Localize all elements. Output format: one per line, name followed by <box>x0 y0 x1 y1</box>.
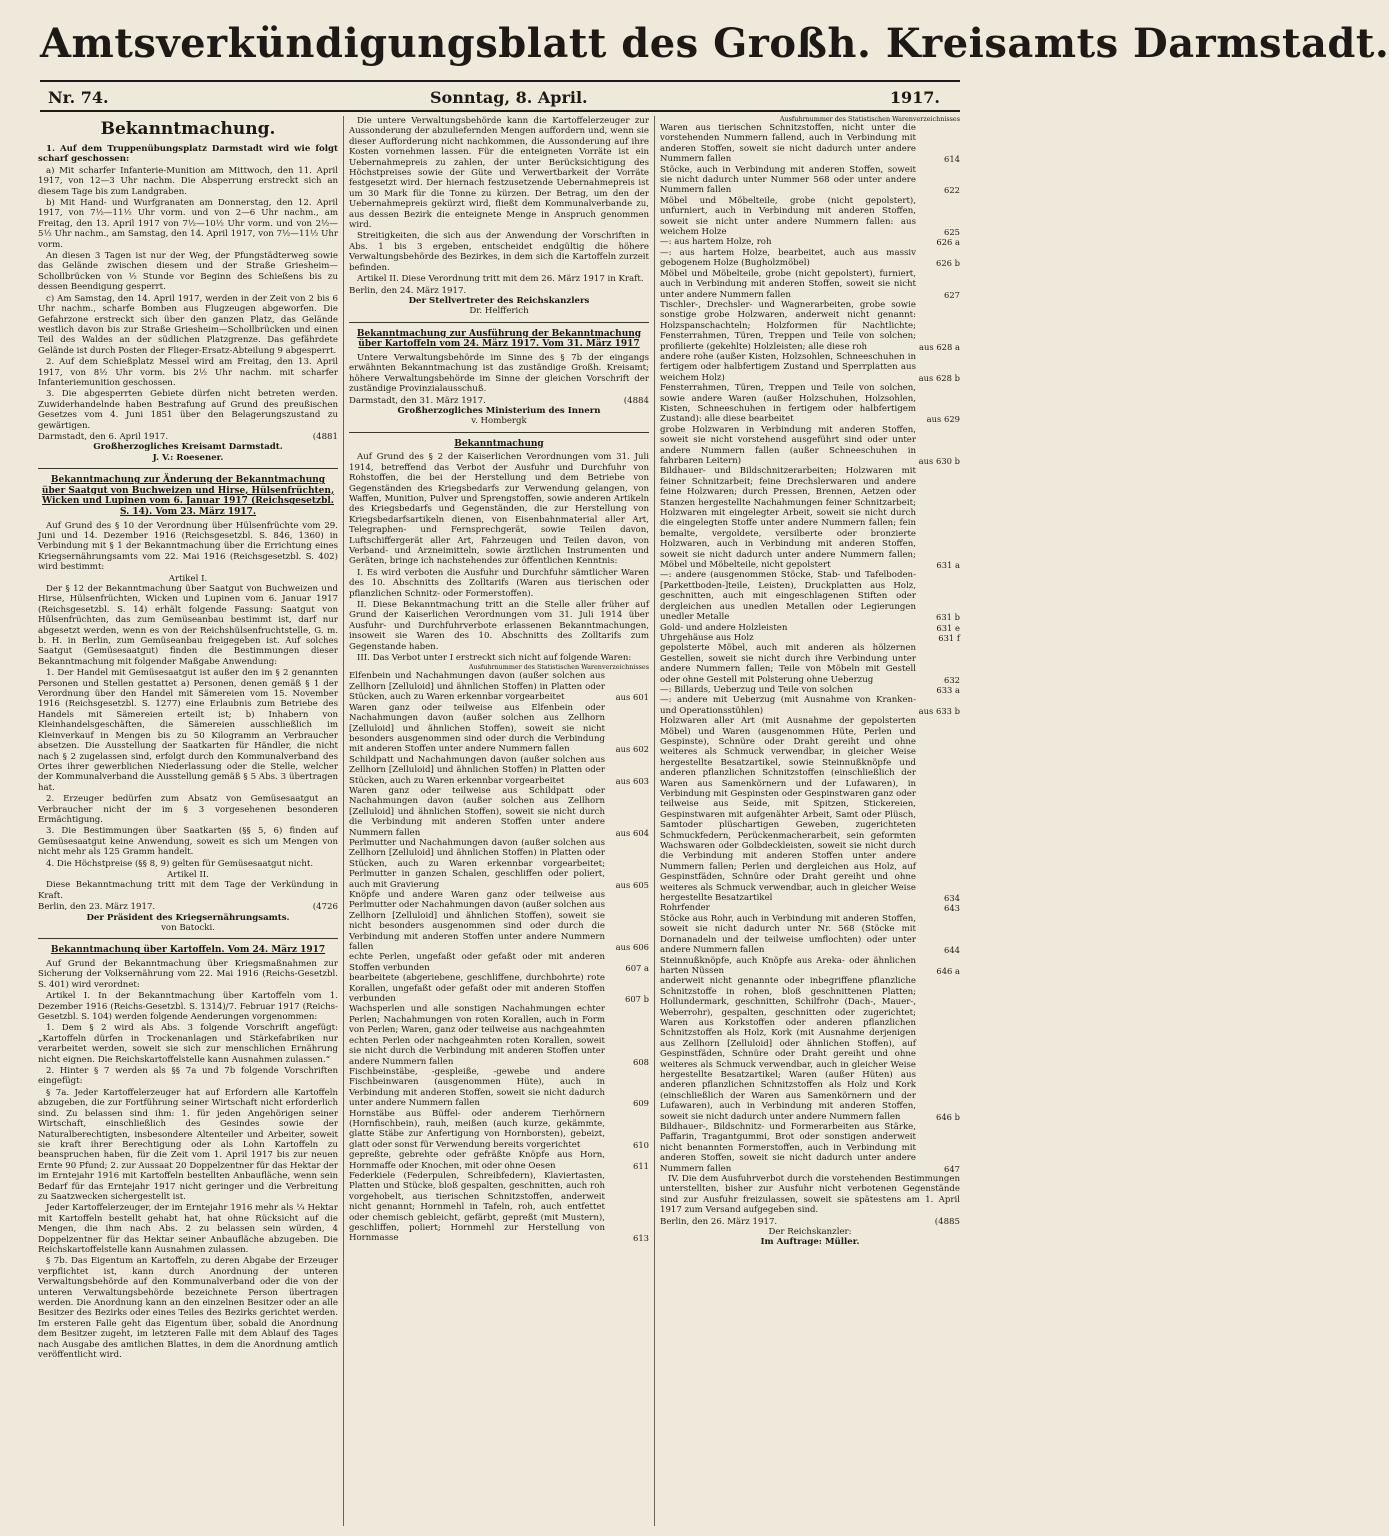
goods-item <box>660 466 960 570</box>
paragraph: 1. Auf dem Truppenübungsplatz Darmstadt wird wie folgt scharf geschossen: <box>38 144 338 165</box>
export-number: 634 <box>944 893 960 904</box>
reference-number: (4881 <box>312 431 338 442</box>
goods-description: bearbeitete (abgeriebene, geschliffene, durchbohrte) rote Korallen, ungefaßt oder gefaßt oder mit anderen Stoffen verbunden <box>349 973 605 1005</box>
goods-description: gepreßte, gebrehte oder gefräßte Knöpfe aus Horn, Hornmaffe oder Knochen, mit oder ohne Oesen <box>349 1150 605 1171</box>
export-number: 631 e <box>936 622 960 633</box>
section-heading: Bekanntmachung über Kartoffeln. Vom 24. März 1917 <box>50 945 326 956</box>
paragraph: IV. Die dem Ausfuhrverbot durch die vorstehenden Bestimmungen unterstellten, bisher zur Ausfuhr nicht verbotenen Gegenstände sind zur Ausfuhr freizulassen, soweit sie spätestens am 1. April 1917 zum Versand aufgegeben sind. <box>660 1174 960 1216</box>
export-number: aus 606 <box>615 942 649 953</box>
masthead: Amtsverkündigungsblatt des Großh. Kreisamts Darmstadt. <box>40 20 1389 67</box>
divider <box>349 432 649 433</box>
goods-description: Waren ganz oder teilweise aus Elfenbein oder Nachahmungen davon (außer solchen aus Zellhorn [Zelluloid] und ähnlichen Stoffen), soweit sie nicht besonders ausgenommen sind oder durch die Verbindung mit anderen Stoffen unter andere Nummern fallen <box>349 702 605 755</box>
number-column-header: Ausfuhrnummer des Statistischen Warenverzeichnisses <box>779 115 960 123</box>
paragraph: § 7b. Das Eigentum an Kartoffeln, zu deren Abgabe der Erzeuger verpflichtet ist, kann durch Anordnung der unteren Verwaltungsbehörde auf den Kommunalverband oder die von der unteren Verwaltungsbehörde bezeichnete Person übertragen werden. Die Anordnung kann an den einzelnen Besitzer oder an alle Besitzer des Bezirks oder eines Teiles des Bezirks gerichtet werden. Im ersteren Falle geht das Eigentum über, sobald die Anordnung dem Besitzer zugeht, im letzteren Falle mit dem Ablauf des Tages nach Ausgabe des amtlichen Blattes, in dem die Anordnung amtlich veröffentlicht wird. <box>38 1256 338 1361</box>
number-column-header: Ausfuhrnummer des Statistischen Warenverzeichnisses <box>468 663 649 672</box>
goods-item <box>660 237 960 247</box>
goods-list <box>349 671 649 1243</box>
dateline <box>660 1217 960 1227</box>
article-heading: Artikel II. <box>167 869 209 880</box>
dateline-text: Berlin, den 24. März 1917. <box>349 285 467 296</box>
divider <box>38 938 338 939</box>
paragraph: Streitigkeiten, die sich aus der Anwendung der Vorschriften in Abs. 1 bis 3 ergeben, entscheidet endgültig die höhere Verwaltungsbehörde des Bezirkes, in dem sich die Kartoffeln zurzeit befinden. <box>349 231 649 273</box>
issue-rule <box>40 110 960 112</box>
export-number: 631 a <box>936 560 960 571</box>
export-number: 613 <box>633 1233 649 1244</box>
goods-item <box>660 716 960 903</box>
goods-description: Möbel und Möbelteile, grobe (nicht gepolstert), furniert, auch in Verbindung mit anderen Stoffen, soweit sie nicht unter andere Nummern fallen <box>660 268 916 300</box>
export-number: 647 <box>944 1163 960 1174</box>
export-number: aus 633 b <box>918 705 960 716</box>
issue-bar <box>40 88 960 110</box>
goods-item <box>349 1067 649 1109</box>
paragraph: Auf Grund des § 10 der Verordnung über Hülsenfrüchte vom 29. Juni und 14. Dezember 1916 (Reichsgesetzbl. S. 846, 1360) in Verbindung mit § 1 der Bekanntmachung über die Errichtung eines Kriegsernährungsamts vom 22. Mai 1916 (Reichsgesetzbl. S. 402) wird bestimmt: <box>38 520 338 573</box>
goods-description: echte Perlen, ungefaßt oder gefaßt oder mit anderen Stoffen verbunden <box>349 952 605 973</box>
goods-item <box>349 838 649 890</box>
goods-item <box>660 383 960 425</box>
goods-description: Stöcke aus Rohr, auch in Verbindung mit anderen Stoffen, soweit sie nicht dadurch unter Nr. 568 (Stöcke mit Dornanadeln und der teilweise umflochten) oder unter andere Nummern fallen <box>660 913 916 956</box>
section-heading: Bekanntmachung zur Ausführung der Bekanntmachung über Kartoffeln vom 24. März 1917. Vom 31. März 1917 <box>356 328 642 350</box>
paragraph: § 7a. Jeder Kartoffelerzeuger hat auf Erfordern alle Kartoffeln abzugeben, die zur Fortführung seiner Wirtschaft nicht erforderlich sind. Zu belassen sind ihm: 1. für jeden Angehörigen seiner Wirtschaft, einschließlich des Gesindes sowie der Naturalberechtigten, insbesondere Altenteiler und Arbeiter, soweit sie kraft ihrer Berechtigung oder als Lohn Kartoffeln zu beanspruchen haben, für die Zeit vom 1. April 1917 bis zur neuen Ernte 90 Pfund; 2. zur Aussaat 20 Doppelzentner für das Hektar der im Erntejahr 1916 mit Kartoffeln bestellten Anbaufläche, wenn sein Bedarf für das Erntejahr 1917 nicht geringer und die Verbreitung zu Saatzwecken sichergestellt ist. <box>38 1087 338 1202</box>
dateline-text: Berlin, den 23. März 1917. <box>38 902 156 913</box>
paragraph: 3. Die abgesperrten Gebiete dürfen nicht betreten werden. Zuwiderhandelnde haben Bestrafung auf Grund des preußischen Gesetzes vom 4. Juni 1851 über den Belagerungszustand zu gewärtigen. <box>38 389 338 431</box>
goods-description: Gold- und andere Holzleisten <box>660 622 788 633</box>
export-number: 607 b <box>624 994 649 1005</box>
paragraph: 2. Erzeuger bedürfen zum Absatz von Gemüsesaatgut an Verbraucher nicht der im § 3 vorgesehenen besonderen Ermächtigung. <box>38 794 338 825</box>
goods-item <box>349 1109 649 1151</box>
goods-description: gepolsterte Möbel, auch mit anderen als hölzernen Gestellen, soweit sie nicht durch ihre Verbindung unter andere Nummern fallen; Teile von Möbeln mit Gestell oder ohne Gestell mit Polsterung ohne Ueberzug <box>660 643 916 685</box>
issue-date: Sonntag, 8. April. <box>430 88 588 107</box>
paragraph: Der § 12 der Bekanntmachung über Saatgut von Buchweizen und Hirse, Hülsenfrüchten, Wicken und Lupinen vom 6. Januar 1917 (Reichsgesetzbl. S. 14) erhält folgende Fassung: Saatgut von Hülsenfrüchten, das zum Gemüseanbau bestimmt ist, darf nur abgesetzt werden, wenn es von der Reichshülsenfruchtstelle, G. m. b. H. in Berlin, zum Gemüseanbau freigegeben ist. Auf solches Saatgut (Gemüsesaatgut) finden die Bestimmungen dieser Bekanntmachung mit folgender Maßgabe Anwendung: <box>38 584 338 667</box>
paragraph: Jeder Kartoffelerzeuger, der im Erntejahr 1916 mehr als ¼ Hektar mit Kartoffeln bestellt gehabt hat, hat ohne Rücksicht auf die Mengen, die ihm nach Abs. 2 zu belassen sein würden, 4 Doppelzentner für das Hektar seiner Anbaufläche abzugeben. Die Reichskartoffelstelle kann Ausnahmen zulassen. <box>38 1203 338 1255</box>
column-1 <box>38 116 338 1526</box>
goods-description: Schildpatt und Nachahmungen davon (außer solchen aus Zellhorn [Zelluloid] und ähnlichen Stoffen) in Platten oder Stücken, auch zu Waren erkennbar vorgearbeitet <box>349 754 605 786</box>
paragraph: III. Das Verbot unter I erstreckt sich nicht auf folgende Waren: <box>357 653 632 664</box>
export-number: 646 b <box>935 1111 960 1122</box>
goods-description: —: andere mit Ueberzug (mit Ausnahme von Kranken- und Operationsstühlen) <box>660 695 916 716</box>
export-number: 610 <box>633 1139 649 1150</box>
paragraph: Diese Bekanntmachung tritt mit dem Tage der Verkündung in Kraft. <box>38 880 338 901</box>
goods-item <box>660 633 960 643</box>
goods-item <box>349 1004 649 1066</box>
reference-number: (4884 <box>623 395 649 406</box>
signature: v. Hombergk <box>471 416 527 427</box>
announcement-title: Bekanntmachung. <box>100 119 276 139</box>
goods-description: —: aus hartem Holze, bearbeitet, auch aus massiv gebogenem Holze (Bugholzmöbel) <box>660 247 916 269</box>
paragraph: 3. Die Bestimmungen über Saatkarten (§§ 5, 6) finden auf Gemüsesaatgut keine Anwendung, soweit es sich um Mengen von nicht mehr als 125 Gramm handelt. <box>38 826 338 858</box>
signature: Im Auftrage: Müller. <box>760 1237 860 1248</box>
goods-item <box>660 914 960 956</box>
export-number: 626 a <box>936 237 960 248</box>
export-number: 609 <box>633 1098 649 1109</box>
signature: von Batocki. <box>161 923 215 933</box>
goods-item <box>349 671 649 702</box>
goods-item <box>660 685 960 695</box>
paragraph: 4. Die Höchstpreise (§§ 8, 9) gelten für Gemüsesaatgut nicht. <box>46 858 314 869</box>
goods-description: Knöpfe und andere Waren ganz oder teilweise aus Perlmutter oder Nachahmungen davon (außer solchen aus Zellhorn [Zelluloid] und ähnlichen Stoffen), soweit sie nicht besonders ausgenommen sind oder durch die Verbindung mit anderen Stoffen unter andere Nummern fallen <box>349 890 605 953</box>
goods-item <box>349 1150 649 1171</box>
export-number: 607 a <box>625 962 649 973</box>
goods-description: Rohrfender <box>660 903 710 914</box>
paragraph: 2. Auf dem Schießplatz Messel wird am Freitag, den 13. April 1917, von 8½ Uhr vorm. bis 2½ Uhr nachm. mit scharfer Infanteriemunition geschossen. <box>38 357 338 388</box>
goods-item <box>660 695 960 716</box>
paragraph: An diesen 3 Tagen ist nur der Weg, der Pfungstädterweg sowie das Gelände zwischen diesem und der Straße Griesheim—Schollbrücken von ½ Stunde vor Beginn des Schießens bis zu dessen Beendigung gesperrt. <box>38 251 338 293</box>
paragraph: II. Diese Bekanntmachung tritt an die Stelle aller früher auf Grund der Kaiserlichen Verordnungen vom 31. Juli 1914 über Ausfuhr- und Durchfuhrverbote erlassenen Bekanntmachungen, insoweit sie Waren des 10. Abschnitts des Zolltarifs zum Gegenstande haben. <box>349 600 649 652</box>
signature: Dr. Helfferich <box>469 306 529 317</box>
signature: J. V.: Roesener. <box>152 452 224 463</box>
goods-description: Bildhauer-, Bildschnitz- und Formerarbeiten aus Stärke, Paffarin, Tragantgummi, Brot oder sonstigen anderweit nicht benannten Formerstoffen, auch in Verbindung mit anderen Stoffen, soweit sie nicht dadurch unter andere Nummern fallen <box>660 1122 916 1174</box>
authority: Großherzogliches Kreisamt Darmstadt. <box>93 442 283 453</box>
goods-item <box>660 623 960 633</box>
goods-description: Stöcke, auch in Verbindung mit anderen Stoffen, soweit sie nicht dadurch unter Nummer 568 oder unter andere Nummern fallen <box>660 164 916 196</box>
goods-item <box>349 786 649 838</box>
goods-item <box>660 196 960 238</box>
export-number: aus 605 <box>615 879 649 890</box>
goods-description: Fischbeinstäbe, -gespleiße, -gewebe und andere Fischbeinwaren (ausgenommen Hüte), auch in Verbindung mit anderen Stoffen, soweit sie nicht dadurch unter andere Nummern fallen <box>349 1066 605 1109</box>
goods-description: —: andere (ausgenommen Stöcke, Stab- und Tafelboden-[Parkettboden-]teile, Leisten), Druckplatten aus Holz, geschnitten, auch mit eingeschlagenen Stiften oder dergleichen aus unedlen Metallen oder Legierungen unedler Metalle <box>660 570 916 623</box>
goods-item <box>660 956 960 977</box>
column-separator <box>343 116 344 1526</box>
goods-item <box>349 890 649 952</box>
section-heading: Bekanntmachung zur Änderung der Bekanntmachung über Saatgut von Buchweizen und Hirse, Hülsenfrüchten, Wicken und Lupinen vom 6. Januar 1917 (Reichsgesetzbl. S. 14). Vom 23. März 1917. <box>41 475 335 517</box>
goods-item <box>660 425 960 467</box>
goods-item <box>660 269 960 300</box>
export-number: 626 b <box>935 258 960 269</box>
goods-item <box>660 248 960 269</box>
paragraph: Auf Grund des § 2 der Kaiserlichen Verordnungen vom 31. Juli 1914, betreffend das Verbot der Ausfuhr und Durchfuhr von Rohstoffen, die bei der Herstellung und dem Betriebe von Gegenständen des Kriegsbedarfs zur Verwendung gelangen, von Waffen, Munition, Pulver und Sprengstoffen, sowie anderen Artikeln des Kriegsbedarfs und Gegenständen, die zur Herstellung von Kriegsbedarfsartikeln dienen, von Eisenbahnmaterial aller Art, Telegraphen- und Fernsprechgerät, sowie Teilen davon, Luftschiffergerät aller Art, Fahrzeugen und Teilen davon, von Verband- und Arzneimitteln, sowie ärztlichen Instrumenten und Geräten, bringe ich nachstehendes zur öffentlichen Kenntnis: <box>349 452 649 567</box>
export-number: 643 <box>944 903 960 914</box>
goods-description: Perlmutter und Nachahmungen davon (außer solchen aus Zellhorn [Zelluloid] und ähnlichen Stoffen) in Platten oder Stücken, auch zu Waren erkennbar vorgearbeitet; Perlmutter in ganzen Schalen, geschliffen oder poliert, auch mit Gravierung <box>349 837 605 890</box>
reference-number: (4885 <box>934 1216 960 1227</box>
goods-description: —: aus hartem Holze, roh <box>660 237 772 248</box>
export-number: 632 <box>944 674 960 685</box>
export-number: 631 b <box>935 612 960 623</box>
export-number: 625 <box>944 227 960 238</box>
goods-item <box>349 755 649 786</box>
article-heading: Artikel I. <box>168 573 208 584</box>
export-number: 608 <box>633 1056 649 1067</box>
goods-description: anderweit nicht genannte oder inbegriffene pflanzliche Schnitzstoffe in rohen, bloß geschnittenen Platten; Hollundermark, geschnitten, Schilfrohr (Dach-, Mauer-, Weberrohr), gespalten, geschnitten oder zugerichtet; Waren aus Korkstoffen oder anderen pflanzlichen Schnitzstoffen als Holz, Kork (mit Ausnahme derjenigen aus Zellhorn [Zelluloid] oder ähnlichen Stoffen), auf Gespinstfäden, Schnüre oder Draht gereiht und ohne weiteres als Schmuck verwendbar, auch in gleicher Weise hergestellte Besatzartikel; Waren (außer Hüten) aus anderen pflanzlichen Schnitzstoffen als Holz und Kork (einschließlich der Waren aus Samenkörnern und der Lufawaren), auch in Verbindung mit anderen Stoffen, soweit sie nicht dadurch unter andere Nummern fallen <box>660 976 916 1122</box>
paragraph: Artikel I. In der Bekanntmachung über Kartoffeln vom 1. Dezember 1916 (Reichs-Gesetzbl. S. 1314)/7. Februar 1917 (Reichs-Gesetzbl. S. 104) werden folgende Aenderungen vorgenommen: <box>38 991 338 1023</box>
goods-item <box>660 903 960 913</box>
dateline-text: Darmstadt, den 31. März 1917. <box>349 395 486 406</box>
export-number: aus 628 a <box>919 341 960 352</box>
export-number: 627 <box>944 289 960 300</box>
export-number: aus 628 b <box>918 372 960 383</box>
goods-item <box>660 300 960 352</box>
dateline-text: Berlin, den 26. März 1917. <box>660 1216 778 1227</box>
paragraph: Auf Grund der Bekanntmachung über Kriegsmaßnahmen zur Sicherung der Volksernährung vom 22. Mai 1916 (Reichs-Gesetzbl. S. 401) wird verordnet: <box>38 959 338 990</box>
goods-description: Hornstäbe aus Büffel- oder anderem Tierhörnern (Hornfischbein), rauh, meißen (auch kurze, gekämmte, glatte Stäbe zur Anfertigung von Hornborsten), gebeizt, glatt oder sonst für Verwendung bereits vorgerichtet <box>349 1108 605 1150</box>
issue-year: 1917. <box>889 88 940 107</box>
paragraph: b) Mit Hand- und Wurfgranaten am Donnerstag, den 12. April 1917, von 7½—11½ Uhr vorm. und von 2—6 Uhr nachm., am Freitag, den 13. April 1917 von 7½—10½ Uhr vorm. und von 2½—5½ Uhr nachm., am Samstag, den 14. April 1917, von 7½—11½ Uhr vorm. <box>38 198 338 250</box>
goods-description: Steinnußknöpfe, auch Knöpfe aus Areka- oder ähnlichen harten Nüssen <box>660 955 916 976</box>
export-number: aus 603 <box>615 775 649 786</box>
column-separator <box>654 116 655 1526</box>
goods-item <box>660 1122 960 1174</box>
goods-description: Elfenbein und Nachahmungen davon (außer solchen aus Zellhorn [Zelluloid] und ähnlichen Stoffen) in Platten oder Stücken, auch zu Waren erkennbar vorgearbeitet <box>349 671 605 703</box>
paragraph: a) Mit scharfer Infanterie-Munition am Mittwoch, den 11. April 1917, von 12—3 Uhr nachm. Die Absperrung erstreckt sich an diesem Tage bis zum Landgraben. <box>38 165 338 197</box>
export-number: aus 602 <box>615 744 649 755</box>
dateline <box>38 902 338 912</box>
goods-list <box>660 123 960 1174</box>
goods-description: —: Billards, Ueberzug und Teile von solchen <box>660 684 854 695</box>
masthead-rule <box>40 80 960 82</box>
export-number: 622 <box>944 185 960 196</box>
column-3 <box>660 116 960 1526</box>
export-number: aus 630 b <box>918 456 960 466</box>
goods-item <box>660 570 960 622</box>
paragraph: Artikel II. Diese Verordnung tritt mit dem 26. März 1917 in Kraft. <box>357 274 644 285</box>
export-number: aus 604 <box>615 827 649 838</box>
paragraph: 1. Der Handel mit Gemüsesaatgut ist außer den im § 2 genannten Personen und Stellen gestattet a) Personen, denen gemäß § 1 der Verordnung über den Handel mit Sämereien vom 15. November 1916 (Reichsgesetzbl. S. 1277) eine Erlaubnis zum Betriebe des Handels mit Sämereien erteilt ist; b) Inhabern von Kleinhandelsgeschäften, die Sämereien ausschließlich im Kleinverkauf in Mengen bis zu 50 Kilogramm an Verbraucher absetzen. Die Ausstellung der Saatkarten für Händler, die nicht nach § 2 zugelassen sind, erfolgt durch den Kommunalverband des Ortes ihrer gewerblichen Niederlassung oder die Stelle, welcher der Kommunalverband die Ausstellung gemäß § 5 Abs. 3 übertragen hat. <box>38 668 338 793</box>
dateline <box>349 396 649 406</box>
goods-item <box>349 952 649 973</box>
goods-description: Möbel und Möbelteile, grobe (nicht gepolstert), unfurniert, auch in Verbindung mit anderen Stoffen, soweit sie nicht unter andere Nummern fallen: aus weichem Holze <box>660 195 916 238</box>
dateline <box>38 432 338 442</box>
export-number: 614 <box>944 154 960 165</box>
goods-item <box>660 165 960 196</box>
goods-description: Bildhauer- und Bildschnitzerarbeiten; Holzwaren mit feiner Schnitzarbeit; feine Drechslerwaren und andere feine Holzwaren; durch Pressen, Brennen, Aetzen oder Stanzen hergestellte Nachahmungen feiner Schnitzarbeit; Holzwaren mit eingelegter Arbeit, soweit sie nicht durch die eingelegten Stoffe unter andere Nummern fallen; fein bemalte, vergoldete, versilberte oder bronzierte Holzwaren, auch in Verbindung mit anderen Stoffen, soweit sie nicht dadurch unter andere Nummern fallen; Möbel und Möbelteile, nicht gepolstert <box>660 466 916 571</box>
goods-item <box>660 352 960 383</box>
paragraph: c) Am Samstag, den 14. April 1917, werden in der Zeit von 2 bis 6 Uhr nachm., scharfe Bomben aus Flugzeugen abgeworfen. Die Gefahrzone erstreckt sich über den ganzen Platz, das Gelände westlich davon bis zur Straße Griesheim—Schollbrücken und einen Teil des Waldes an der südlichen Platzgrenze. Das gefährdete Gelände ist durch Posten der Flieger-Ersatz-Abteilung 9 abgesperrt. <box>38 293 338 356</box>
section-heading: Bekanntmachung <box>454 438 544 449</box>
goods-description: Tischler-, Drechsler- und Wagnerarbeiten, grobe sowie sonstige grobe Holzwaren, anderweit nicht genannt: Holzspanschachteln; Holzformen für Nachtlichte; Fensterrahmen, Türen, Treppen und Teile von solchen; profilierte (gekehlte) Holzleisten; alle diese roh <box>660 299 916 352</box>
paragraph: Die untere Verwaltungsbehörde kann die Kartoffelerzeuger zur Aussonderung der abzuliefernden Mengen auffordern und, wenn sie dieser Aufforderung nicht nachkommen, die Aussonderung auf ihre Kosten vornehmen lassen. Für die enteigneten Vorräte ist ein Uebernahmepreis zu zahlen, der unter Berücksichtigung des Höchstpreises sowie der Güte und Verwertbarkeit der Vorräte festgesetzt wird. Der hiernach festzusetzende Uebernahmepreis ist um 30 Mark für die Tonne zu kürzen. Der Betrag, um den der Uebernahmepreis gekürzt wird, fließt dem Kommunalverbande zu, aus dessen Bezirk die enteignete Menge in Anspruch genommen wird. <box>349 116 649 231</box>
dateline-text: Darmstadt, den 6. April 1917. <box>38 431 169 442</box>
goods-description: Waren aus tierischen Schnitzstoffen, nicht unter die vorstehenden Nummern fallend, auch in Verbindung mit anderen Stoffen, soweit sie nicht dadurch unter andere Nummern fallen <box>660 123 916 165</box>
authority: Der Reichskanzler: <box>768 1227 852 1238</box>
divider <box>349 322 649 323</box>
reference-number: (4726 <box>312 902 338 913</box>
authority: Großherzogliches Ministerium des Innern <box>397 405 601 416</box>
goods-description: Federkiele (Federpulen, Schreibfedern), Klaviertasten, Platten und Stücke, bloß gespalten, geschnitten, auch roh vorgehobelt, aus tierischen Schnitzstoffen, anderweit nicht genannt; Hornmehl in Tafeln, roh, auch entfettet oder chemisch gebleicht, gefärbt, gepreßt (mit Mustern), geschliffen, poliert; Hornmehl zur Herstellung von Hornmasse <box>349 1170 605 1244</box>
goods-item <box>660 643 960 685</box>
goods-description: Wachsperlen und alle sonstigen Nachahmungen echter Perlen; Nachahmungen von roten Korallen, auch in Form von Perlen; Waren, ganz oder teilweise aus nachgeahmten echten Perlen oder nachgeahmten roten Korallen, soweit sie nicht durch die Verbindung mit anderen Stoffen unter andere Nummern fallen <box>349 1004 605 1067</box>
export-number: 633 a <box>936 684 960 695</box>
goods-item <box>660 123 960 165</box>
issue-number: Nr. 74. <box>48 88 109 107</box>
goods-description: Waren ganz oder teilweise aus Schildpatt oder Nachahmungen davon (außer solchen aus Zellhorn [Zelluloid] und ähnlichen Stoffen), soweit sie nicht durch die Verbindung mit anderen Stoffen unter andere Nummern fallen <box>349 785 605 838</box>
export-number: aus 629 <box>926 414 960 425</box>
export-number: aus 601 <box>615 692 649 703</box>
export-number: 646 a <box>936 965 960 976</box>
paragraph: 1. Dem § 2 wird als Abs. 3 folgende Vorschrift angefügt: „Kartoffeln dürfen in Trockenanlagen und Stärkefabriken nur verarbeitet werden, soweit sie sich zur menschlichen Ernährung nicht eignen. Die Reichskartoffelstelle kann Ausnahmen zulassen.“ <box>38 1023 338 1065</box>
goods-description: andere rohe (außer Kisten, Holzsohlen, Schneeschuhen in fertigem oder halbfertigem Zustand und Sperrplatten aus weichem Holz) <box>660 351 916 383</box>
export-number: 644 <box>944 945 960 956</box>
goods-description: Uhrgehäuse aus Holz <box>660 632 754 643</box>
goods-description: grobe Holzwaren in Verbindung mit anderen Stoffen, soweit sie nicht vorstehend ausgeführt sind oder unter andere Nummern fallen (außer Schneeschuhen in fahrbaren Leitern) <box>660 424 916 466</box>
authority: Der Stellvertreter des Reichskanzlers <box>408 295 590 306</box>
goods-item <box>349 703 649 755</box>
goods-description: Fensterrahmen, Türen, Treppen und Teile von solchen, sowie andere Waren (außer Holzschuhen, Holzsohlen, Kisten, Schneeschuhen in fertigem oder halbfertigem Zustand): alle diese bearbeitet <box>660 383 916 425</box>
goods-item <box>349 1171 649 1244</box>
paragraph: 2. Hinter § 7 werden als §§ 7a und 7b folgende Vorschriften eingefügt: <box>38 1066 338 1087</box>
authority: Der Präsident des Kriegsernährungsamts. <box>86 912 290 923</box>
goods-description: Holzwaren aller Art (mit Ausnahme der gepolsterten Möbel) und Waren (ausgenommen Hüte, Perlen und Gespinste), Schnüre oder Draht gereiht und ohne weiteres als Schmuck verwendbar, in gleicher Weise hergestellte Besatzartikel, sowie Steinnußknöpfe und anderen pflanzlichen Schnitzstoffen (einschließlich der Waren aus Samenkörnern und der Lufawaren), in Verbindung mit Gespinsten oder Gespinstwaren ganz oder teilweise aus Seide, mit Spitzen, Stickereien, Gespinstwaren mit aufgenähter Arbeit, Samt oder Plüsch, Samtoder plüschartigen Geweben, zugerichteten Schmuckfedern, Perückenmacherarbeit, sein geformten Wachswaren oder Golbdeckleisten, soweit sie nicht durch die Verbindung mit anderen Stoffen unter andere Nummern fallen; Perlen und dergleichen aus Holz, auf Gespinstfäden, Schnüre oder Draht gereiht und ohne weiteres als Schmuck verwendbar, auch in gleicher Weise hergestellte Besatzartikel <box>660 716 916 904</box>
paragraph: Untere Verwaltungsbehörde im Sinne des § 7b der eingangs erwähnten Bekanntmachung ist das zuständige Großh. Kreisamt; höhere Verwaltungsbehörde im Sinne der gleichen Vorschrift der zuständige Provinzialausschuß. <box>349 352 649 395</box>
goods-item <box>660 976 960 1122</box>
export-number: 631 f <box>938 632 960 643</box>
goods-item <box>349 973 649 1004</box>
column-2 <box>349 116 649 1526</box>
paragraph: I. Es wird verboten die Ausfuhr und Durchfuhr sämtlicher Waren des 10. Abschnitts des Zolltarifs (Waren aus tierischen oder pflanzlichen Schnitz- oder Formerstoffen). <box>349 567 649 599</box>
export-number: 611 <box>633 1160 649 1171</box>
divider <box>38 468 338 469</box>
